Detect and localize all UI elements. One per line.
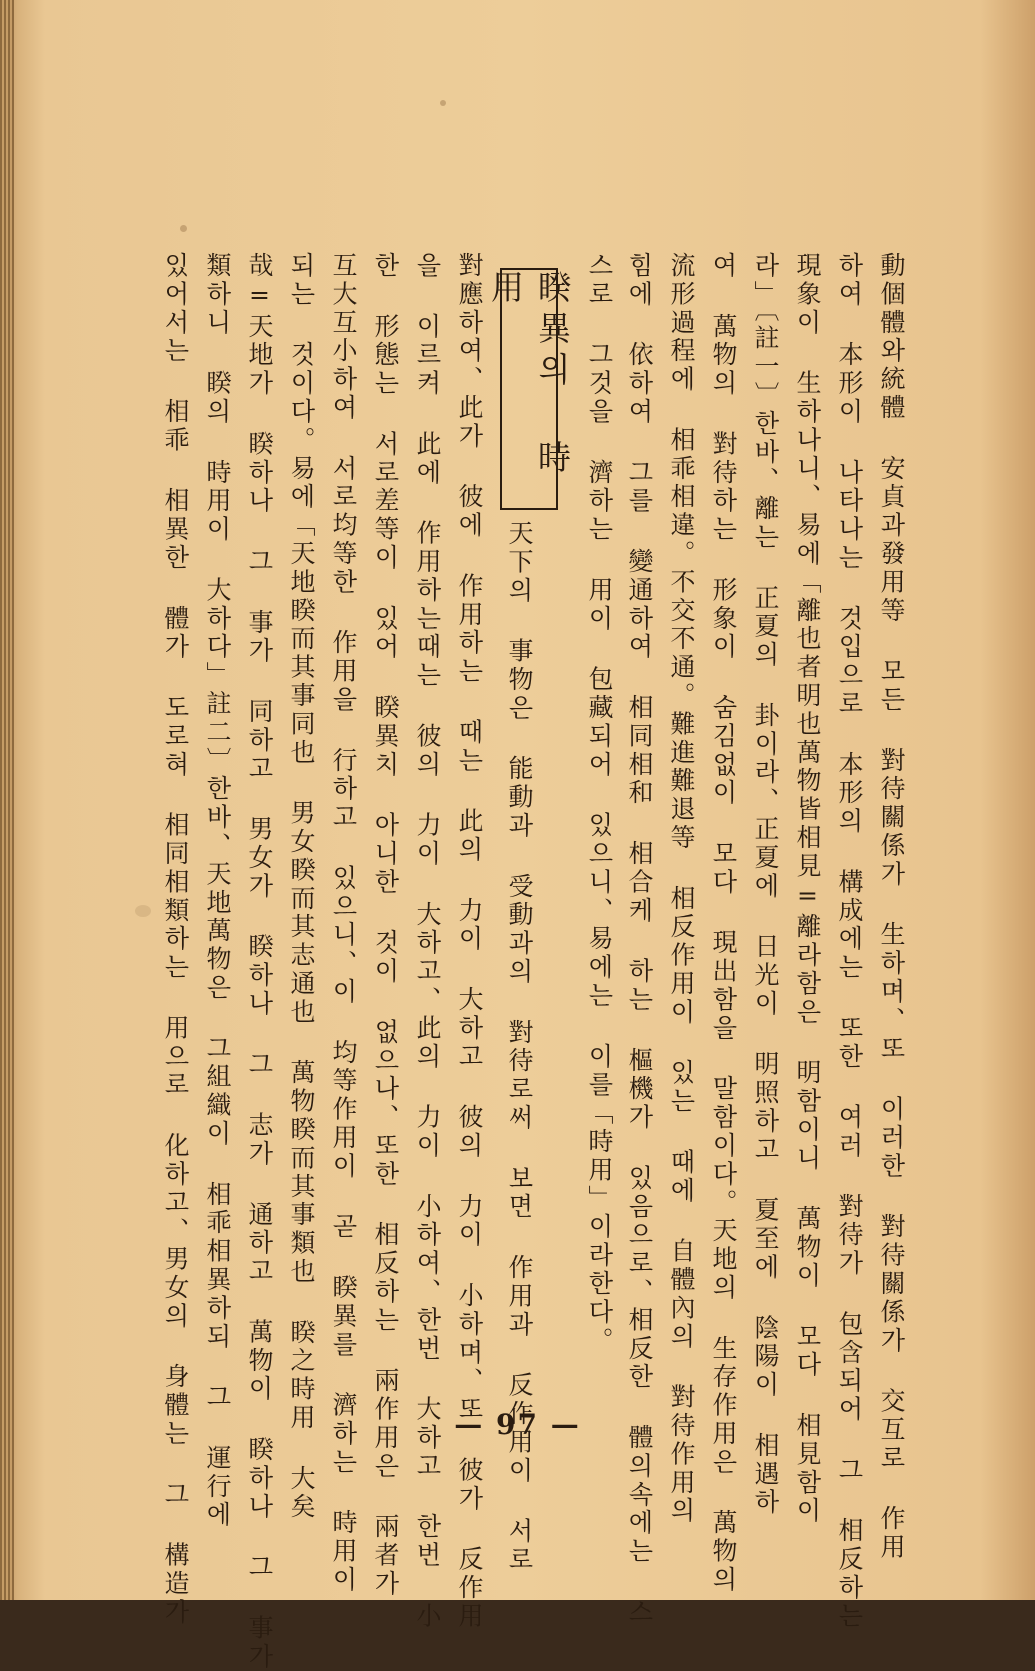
text-column: 여 萬物의 對待하는 形象이 숨김없이 모다 現出함을 말함이다。天地의 生存作用은 萬物의 [709, 252, 738, 1595]
text-column: 을 이르켜 此에 作用하는때는 彼의 力이 大하고、此의 力이 小하여、한번 大하고 한번 小 [413, 252, 442, 1631]
paper-spot [440, 100, 446, 106]
text-column: 한 形態는 서로差等이 있어 睽異치 아니한 것이 없으나、또한 相反하는 兩作用은 兩者가 [371, 252, 400, 1599]
text-column: 現象이 生하나니、易에「離也者明也萬物皆相見=離라함은 明함이니 萬物이 모다 相見함이 [793, 252, 822, 1526]
text-column: 天下의 事物은 能動과 受動과의 對待로써 보면 作用과 反作用이 서로 [505, 520, 534, 1575]
paper-spot [135, 905, 151, 917]
text-column: 哉=天地가 睽하나 그 事가 同하고 男女가 睽하나 그 志가 通하고 萬物이 睽하나 그 事가 [245, 252, 274, 1671]
text-column: 있어서는 相乖 相異한 體가 도로혀 相同相類하는 用으로 化하고、男女의 身體는 그 構造가 [161, 252, 190, 1627]
text-column: 되는 것이다。易에「天地睽而其事同也 男女睽而其志通也 萬物睽而其事類也 睽之時用 大矣 [287, 252, 316, 1522]
text-column: 互大互小하여 서로均等한 作用을 行하고 있으니、이 均等作用이 곧 睽異를 濟하는 時用이 [329, 252, 358, 1595]
section-heading: 睽異의 時用 [486, 270, 572, 481]
text-column: 類하니 睽의 時用이 大하다」註二〕한바、天地萬物은 그組織이 相乖相異하되 그 運行에 [203, 252, 232, 1530]
text-column: 라」〔註一〕한바、離는 正夏의 卦이라、正夏에 日光이 明照하고 夏至에 陰陽이 相遇하 [751, 252, 780, 1518]
page-number: — 97 — [454, 1408, 581, 1441]
page-edge [0, 0, 14, 1600]
text-column: 流形過程에 相乖相違。不交不通。難進難退等 相反作用이 있는 때에 自體內의 對待作用의 [667, 252, 696, 1526]
text-column: 對應하여、此가 彼에 作用하는 때는 此의 力이 大하고 彼의 力이 小하며、또 彼가 反作用 [455, 252, 484, 1631]
text-column: 하여 本形이 나타나는 것입으로 本形의 構成에는 또한 여러 對待가 包含되어 그 相反하는 [835, 252, 864, 1631]
text-column: 스로 그것을 濟하는 用이 包藏되어 있으니、易에는 이를「時用」이라한다。 [585, 252, 614, 1356]
text-column: 힘에 依하여 그를 變通하여 相同相和 相合케 하는 樞機가 있음으로、相反한 體의속에는 스 [625, 252, 654, 1627]
text-column: 動個體와統體 安貞과發用等 모든 對待關係가 生하며、또 이러한 對待關係가 交互로 作用 [877, 252, 906, 1562]
section-heading-box [486, 268, 572, 510]
paper-spot [180, 225, 187, 232]
